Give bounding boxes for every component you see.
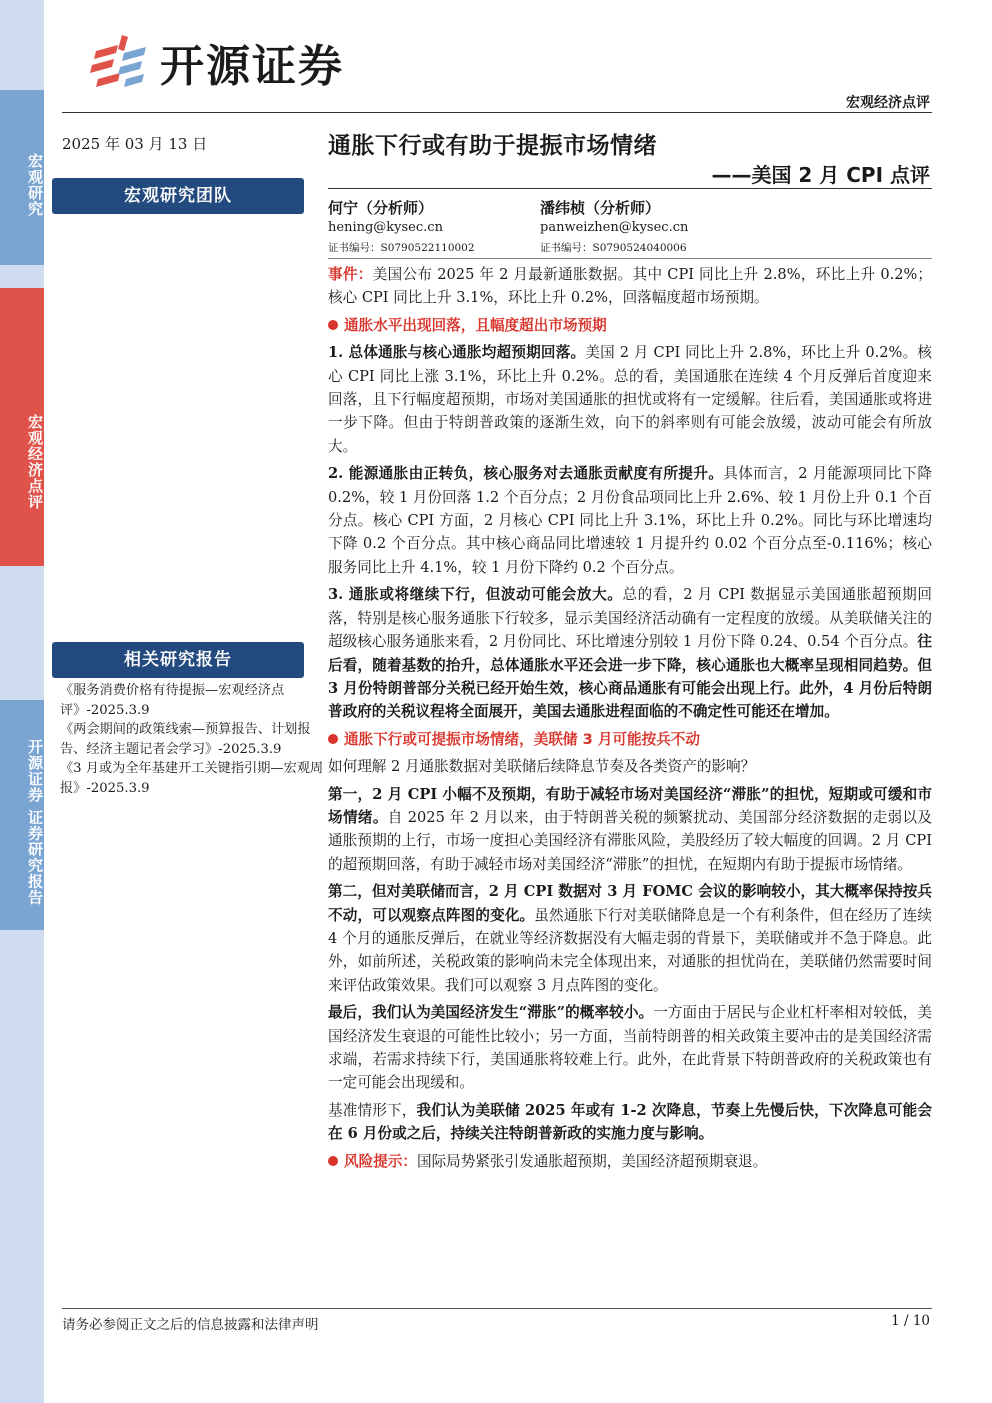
bullet-dot-icon xyxy=(328,320,338,330)
paragraph-text: 总的看，2 月 CPI 数据显示美国通胀超预期回落，特别是核心服务通胀下行较多，显示美国经济活动确有一定程度的放缓。从美联储关注的超级核心服务通胀来看，2 月份同比、环比增速分别较 1 月份下降 0.24、0.54 个百分点。 xyxy=(328,586,932,651)
title-divider xyxy=(328,188,932,189)
analyst-email[interactable]: panweizhen@kysec.cn xyxy=(540,220,689,235)
related-report-item[interactable]: 《两会期间的政策线索—预算报告、计划报告、经济主题记者会学习》-2025.3.9 xyxy=(60,722,311,757)
risk-paragraph xyxy=(328,1150,932,1173)
sidebar-block-brand: 开源证券 证券研究报告 xyxy=(0,700,44,930)
analyst-card xyxy=(328,198,475,258)
event-text: 美国公布 2025 年 2 月最新通胀数据。其中 CPI 同比上升 2.8%，环比上升 0.2%；核心 CPI 同比上升 3.1%，环比上升 0.2%，回落幅度超市场预期。 xyxy=(328,266,932,307)
body-paragraph: 如何理解 2 月通胀数据对美联储后续降息节奏及各类资产的影响？ xyxy=(328,758,756,776)
paragraph-lead: 第二，但对美联储而言，2 月 CPI 数据对 3 月 FOMC 会议的影响较小，其大概率保持按兵不动，可以观察点阵图的变化。 xyxy=(328,883,932,924)
body-paragraph xyxy=(328,880,932,997)
paragraph-lead: 1. 总体通胀与核心通胀均超预期回落。 xyxy=(328,344,586,362)
report-title: 通胀下行或有助于提振市场情绪 xyxy=(328,133,657,159)
paragraph-lead: 第一，2 月 CPI 小幅不及预期，有助于减轻市场对美国经济“滞胀”的担忧，短期或可缓和市场情绪。 xyxy=(328,785,932,826)
related-reports-list xyxy=(60,681,324,798)
footer-divider xyxy=(62,1308,932,1309)
analyst-email[interactable]: hening@kysec.cn xyxy=(328,220,443,235)
body-paragraph xyxy=(328,1001,932,1095)
page-number: 1 / 10 xyxy=(891,1313,930,1329)
paragraph-text: 具体而言，2 月能源项同比下降 0.2%，较 1 月份回落 1.2 个百分点；2 月份食品项同比上升 2.6%、较 1 月份上升 0.1 个百分点。核心 CPI 方面，2 月核心 CPI 同比上升 3.1%，环比上升 0.2%。同比与环比增速均下降 0.2 个百分点。其中核心商品同比增速较 1 月提升约 0.02 个百分点至-0.116%；核心服务同比上升 4.1%，较 1 月份下降约 0.2 个百分点。 xyxy=(328,465,932,576)
sidebar-block-commentary: 宏观经济点评 xyxy=(0,288,44,566)
analyst-name: 何宁（分析师） xyxy=(328,199,434,217)
related-reports-label: 相关研究报告 xyxy=(52,642,304,678)
analyst-divider xyxy=(328,258,932,259)
report-body xyxy=(328,263,932,1177)
paragraph-text: 基准情形下， xyxy=(328,1101,417,1119)
paragraph-emphasis: 往后看，随着基数的抬升，总体通胀水平还会进一步下降，核心通胀也大概率呈现相同趋势。但 3 月份特朗普部分关税已经开始生效，核心商品通胀有可能会出现上行。此外，4 月份后特朗普政府的关税议程将全面展开，美国去通胀进程面临的不确定性可能还在增加。 xyxy=(328,633,932,721)
related-report-item[interactable]: 《3 月或为全年基建开工关键指引期—宏观周报》-2025.3.9 xyxy=(60,761,324,796)
analyst-cert: 证书编号：S0790522110002 xyxy=(328,242,475,254)
header-divider xyxy=(62,112,932,113)
body-paragraph xyxy=(328,462,932,579)
header-category: 宏观经济点评 xyxy=(846,95,930,111)
paragraph-lead: 3. 通胀或将继续下行，但波动可能会放大。 xyxy=(328,586,623,604)
report-date: 2025 年 03 月 13 日 xyxy=(62,135,208,153)
risk-label: 风险提示： xyxy=(344,1152,417,1170)
team-label: 宏观研究团队 xyxy=(52,178,304,214)
body-paragraph xyxy=(328,783,932,877)
section-heading xyxy=(328,314,932,337)
paragraph-text: 自 2025 年 2 月以来，由于特朗普关税的频繁扰动、美国部分经济数据的走弱以及通胀预期的上行，市场一度担心美国经济有滞胀风险，美股经历了较大幅度的回调。2 月 CPI 的超预期回落，有助于减轻市场对美国经济“滞胀”的担忧，在短期内有助于提振市场情绪。 xyxy=(328,808,932,873)
body-paragraph xyxy=(328,583,932,723)
risk-text: 国际局势紧张引发通胀超预期，美国经济超预期衰退。 xyxy=(416,1152,768,1170)
paragraph-lead: 最后，我们认为美国经济发生“滞胀”的概率较小。 xyxy=(328,1004,654,1022)
brand-logo xyxy=(88,30,344,94)
paragraph-lead: 2. 能源通胀由正转负，核心服务对去通胀贡献度有所提升。 xyxy=(328,465,724,483)
brand-name: 开源证券 xyxy=(160,41,344,92)
logo-mark-icon xyxy=(88,31,150,93)
event-label: 事件： xyxy=(328,266,373,283)
section-heading-text: 通胀下行或可提振市场情绪，美联储 3 月可能按兵不动 xyxy=(344,730,700,748)
event-paragraph xyxy=(328,263,932,310)
section-heading-text: 通胀水平出现回落，且幅度超出市场预期 xyxy=(344,316,607,334)
bullet-dot-icon xyxy=(328,734,338,744)
body-paragraph xyxy=(328,1099,932,1146)
section-heading xyxy=(328,728,932,751)
paragraph-text: 一方面由于居民与企业杠杆率相对较低，美国经济发生衰退的可能性比较小；另一方面，当前特朗普的相关政策主要冲击的是美国经济需求端，若需求持续下行，美国通胀将较难上行。此外，在此背景下特朗普政府的关税政策也有一定可能会出现缓和。 xyxy=(328,1004,932,1092)
report-subtitle: ——美国 2 月 CPI 点评 xyxy=(711,163,930,187)
bullet-dot-icon xyxy=(328,1156,338,1166)
analyst-cert: 证书编号：S0790524040006 xyxy=(540,242,687,254)
analyst-card xyxy=(540,198,688,258)
footer-disclaimer: 请务必参阅正文之后的信息披露和法律声明 xyxy=(62,1317,319,1333)
sidebar-block-research: 宏观研究 xyxy=(0,90,44,265)
paragraph-text: 美国 2 月 CPI 同比上升 2.8%，环比上升 0.2%。核心 CPI 同比上涨 3.1%，环比上升 0.2%。总的看，美国通胀在连续 4 个月反弹后首度迎来回落，且下行幅度超预期，市场对美国通胀的担忧或将有一定缓解。往后看，美国通胀或将进一步下降。但由于特朗普政策的逐渐生效，向下的斜率则有可能会放缓，波动可能会有所放大。 xyxy=(328,344,932,455)
analyst-name: 潘纬桢（分析师） xyxy=(540,199,661,217)
paragraph-text: 虽然通胀下行对美联储降息是一个有利条件，但在经历了连续 4 个月的通胀反弹后，在就业等经济数据没有大幅走弱的背景下，美联储或并不急于降息。此外，如前所述，关税政策的影响尚未完全体现出来，对通胀的担忧尚在，美联储仍然需要时间来评估政策效果。我们可以观察 3 月点阵图的变化。 xyxy=(328,906,932,994)
body-paragraph xyxy=(328,341,932,458)
related-report-item[interactable]: 《服务消费价格有待提振—宏观经济点评》-2025.3.9 xyxy=(60,683,285,718)
left-sidebar xyxy=(0,0,44,1403)
paragraph-emphasis: 我们认为美联储 2025 年或有 1-2 次降息，节奏上先慢后快，下次降息可能会在 6 月份或之后，持续关注特朗普新政的实施力度与影响。 xyxy=(328,1101,932,1143)
